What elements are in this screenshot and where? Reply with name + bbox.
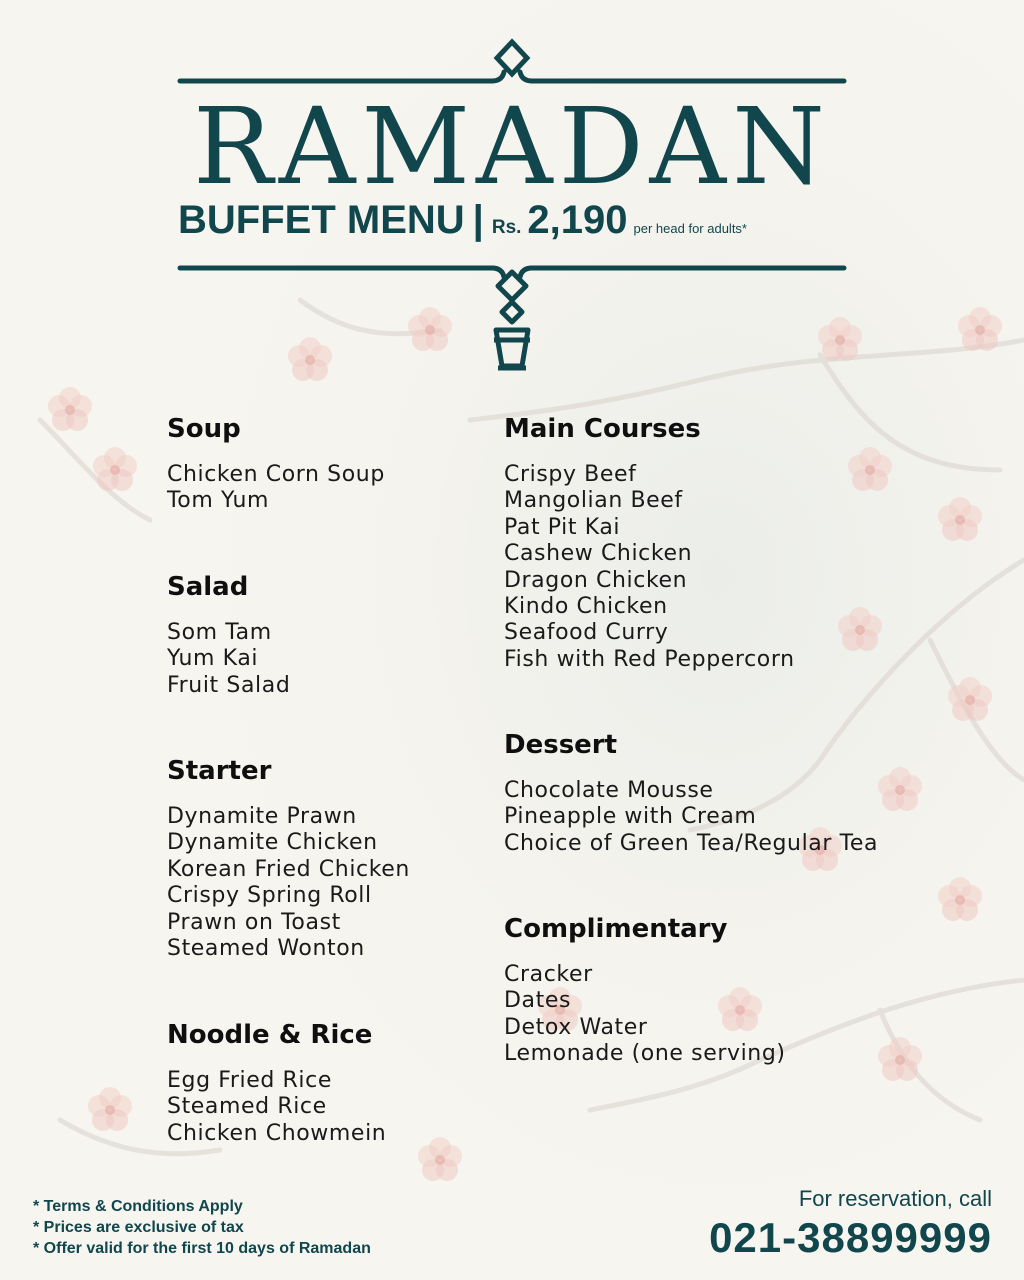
menu-section-dessert [504,726,878,857]
section-heading: Salad [167,572,249,602]
menu-item: Cracker [504,962,593,987]
lantern-ornament-icon [494,272,530,368]
menu-item: Tom Yum [167,488,270,514]
subtitle-label: BUFFET MENU [178,198,465,242]
menu-section-complimentary [504,910,786,1068]
menu-item: Som Tam [167,620,272,645]
menu-item: Dynamite Chicken [167,830,378,856]
menu-item: Pat Pit Kai [504,514,621,540]
menu-item: Egg Fried Rice [167,1068,332,1093]
menu-item: Cashew Chicken [504,541,693,567]
reservation-phone[interactable]: 021-38899999 [709,1214,992,1261]
menu-item: Crispy Spring Roll [167,883,372,909]
price-amount: 2,190 [527,198,628,242]
section-heading: Main Courses [504,414,701,444]
menu-item: Detox Water [504,1014,648,1040]
section-heading: Noodle & Rice [167,1020,373,1050]
menu-item: Dynamite Prawn [167,804,357,829]
section-heading: Starter [167,756,272,786]
page-title: RAMADAN [193,85,831,208]
menu-item: Mangolian Beef [504,488,683,514]
menu-item: Prawn on Toast [167,909,341,935]
menu-item: Kindo Chicken [504,594,668,620]
section-heading: Complimentary [504,914,728,944]
menu-item: Lemonade (one serving) [504,1041,786,1067]
menu-item: Fish with Red Peppercorn [504,646,795,672]
terms-item: * Terms & Conditions Apply [33,1198,243,1215]
terms-item: * Prices are exclusive of tax [33,1219,244,1236]
menu-item: Yum Kai [167,646,259,672]
menu-item: Korean Fried Chicken [167,856,410,882]
menu-item: Pineapple with Cream [504,804,757,830]
terms-list [33,1196,371,1259]
menu-item: Crispy Beef [504,462,637,487]
diamond-ornament-icon [497,42,527,74]
price-currency: Rs. [491,217,522,238]
menu-section-salad [167,568,290,699]
section-heading: Dessert [504,730,618,760]
menu-item: Seafood Curry [504,620,669,646]
menu-item: Chicken Corn Soup [167,462,385,487]
menu-item: Choice of Green Tea/Regular Tea [504,830,879,856]
menu-item: Dates [504,988,572,1014]
menu-item: Chocolate Mousse [504,778,714,803]
menu-item: Fruit Salad [167,672,291,698]
menu-section-starter [167,752,410,962]
section-heading: Soup [167,414,241,444]
menu-section-soup [167,410,385,515]
subtitle-separator: | [472,198,484,242]
price-note: per head for adults* [633,221,747,236]
menu-item: Dragon Chicken [504,567,688,593]
menu-section-main-courses [504,410,795,673]
reservation-label: For reservation, call [798,1186,992,1211]
buffet-subtitle [178,198,858,248]
menu-item: Chicken Chowmein [167,1120,387,1146]
menu-item: Steamed Wonton [167,936,365,962]
menu-item: Steamed Rice [167,1094,327,1120]
menu-section-noodle-rice [167,1016,386,1147]
terms-item: * Offer valid for the first 10 days of Ramadan [33,1240,371,1257]
